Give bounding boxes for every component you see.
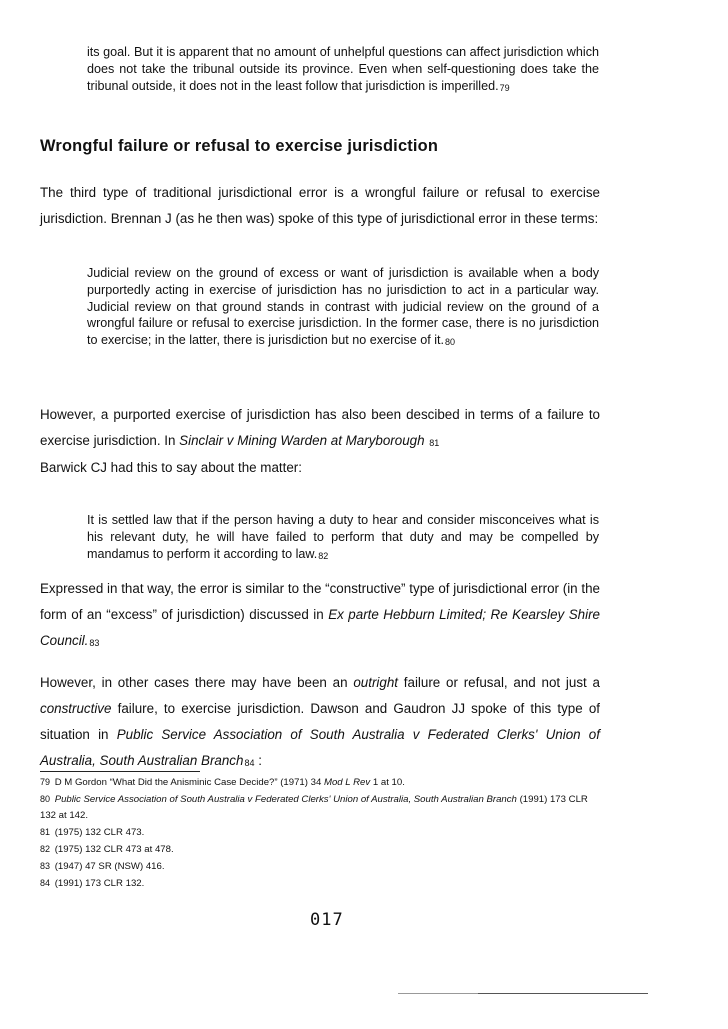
quote-barwick (87, 512, 599, 563)
footnote-text: (1975) 132 CLR 473 at 478. (54, 844, 174, 855)
emphasis-constructive: constructive (40, 701, 112, 716)
footnote-number: 83 (40, 861, 51, 871)
paragraph-outright-tail: : (258, 753, 262, 768)
footnote-text: (1975) 132 CLR 473. (54, 827, 145, 838)
footnote-81 (40, 824, 600, 841)
scan-artifact-line-faint (398, 993, 478, 994)
case-name-psa: Public Service Association of South Australia v Federated Clerks' Union of Australia, South Australian Branch (40, 727, 600, 768)
footnote-italic: Mod L Rev (323, 777, 371, 788)
footnote-number: 82 (40, 844, 51, 854)
paragraph-barwick-text: Barwick CJ had this to say about the matter: (40, 460, 302, 475)
footnote-82 (40, 841, 600, 858)
paragraph-constructive-error-text: Expressed in that way, the error is similar to the “constructive” type of jurisdictional error (in the form of an “excess” of jurisdiction) discussed in (40, 581, 600, 622)
footnote-80 (40, 791, 600, 824)
footnote-ref-82: 82 (318, 550, 329, 561)
section-heading: Wrongful failure or refusal to exercise jurisdiction (40, 137, 439, 155)
paragraph-constructive-error (40, 576, 600, 655)
case-name-sinclair: Sinclair v Mining Warden at Maryborough (179, 433, 425, 448)
footnote-number: 81 (40, 827, 51, 837)
paragraph-outright-text-1: However, in other cases there may have been an (40, 675, 354, 690)
footnote-number: 79 (40, 777, 51, 787)
footnote-text: (1947) 47 SR (NSW) 416. (54, 861, 165, 872)
footnote-text-tail: 1 at 10. (370, 777, 405, 788)
footnote-ref-81: 81 (429, 438, 440, 448)
paragraph-outright-text-2: failure or refusal, and not just a (398, 675, 601, 690)
footnote-ref-83: 83 (89, 638, 100, 648)
footnote-ref-79: 79 (499, 82, 510, 93)
footnote-text: (1991) 173 CLR 132. (54, 878, 145, 889)
paragraph-outright-failure (40, 670, 600, 775)
paragraph-purported-exercise (40, 402, 600, 481)
footnote-text-tail: (1991) 173 CLR 132 at 142. (40, 794, 588, 821)
footnotes (40, 774, 600, 892)
footnote-text: D M Gordon “What Did the Anisminic Case Decide?” (1971) 34 (54, 777, 324, 788)
case-name-hebburn: Ex parte Hebburn Limited; Re Kearsley Shire Council. (40, 607, 600, 648)
quote-anisminic-text: its goal. But it is apparent that no amount of unhelpful questions can affect jurisdiction which does not take the tribunal outside its province. Even when self-questioning does take the tribunal outside, it does not in the least follow that jurisdiction is imperilled. (87, 45, 599, 93)
footnote-79 (40, 774, 600, 791)
quote-brennan-text: Judicial review on the ground of excess or want of jurisdiction is available when a body purportedly acting in exercise of jurisdiction has no jurisdiction to act in a particular way. Judicial review on that ground stands in contrast with judicial review on the ground of a wrongful failure or refusal to exercise jurisdiction. In the former case, there is no jurisdiction to exercise; in the latter, there is jurisdiction but no exercise of it. (87, 266, 599, 348)
quote-barwick-text: It is settled law that if the person having a duty to hear and consider misconceives what is his relevant duty, he will have failed to perform that duty and may be compelled by mandamus to perform it according to law. (87, 513, 599, 561)
paragraph-outright-text-3: failure, to exercise jurisdiction. Dawson and Gaudron JJ spoke of this type of situation in (40, 701, 600, 742)
quote-brennan (87, 265, 599, 350)
footnote-italic: Public Service Association of South Australia v Federated Clerks' Union of Australia, South Australian Branch (54, 794, 517, 805)
footnote-number: 84 (40, 878, 51, 888)
footnote-ref-84: 84 (244, 758, 255, 768)
footnote-number: 80 (40, 794, 51, 804)
paragraph-purported-exercise-text: However, a purported exercise of jurisdiction has also been descibed in terms of a failure to exercise jurisdiction. In (40, 407, 600, 448)
footnote-84 (40, 875, 600, 892)
paragraph-third-type: The third type of traditional jurisdictional error is a wrongful failure or refusal to exercise jurisdiction. Brennan J (as he then was) spoke of this type of jurisdictional error in these terms: (40, 185, 600, 226)
emphasis-outright: outright (353, 675, 398, 690)
footnote-ref-80: 80 (445, 337, 456, 348)
page-number: 017 (310, 910, 344, 930)
quote-anisminic (87, 44, 599, 95)
footnote-83 (40, 858, 600, 875)
footnote-separator (40, 771, 200, 772)
